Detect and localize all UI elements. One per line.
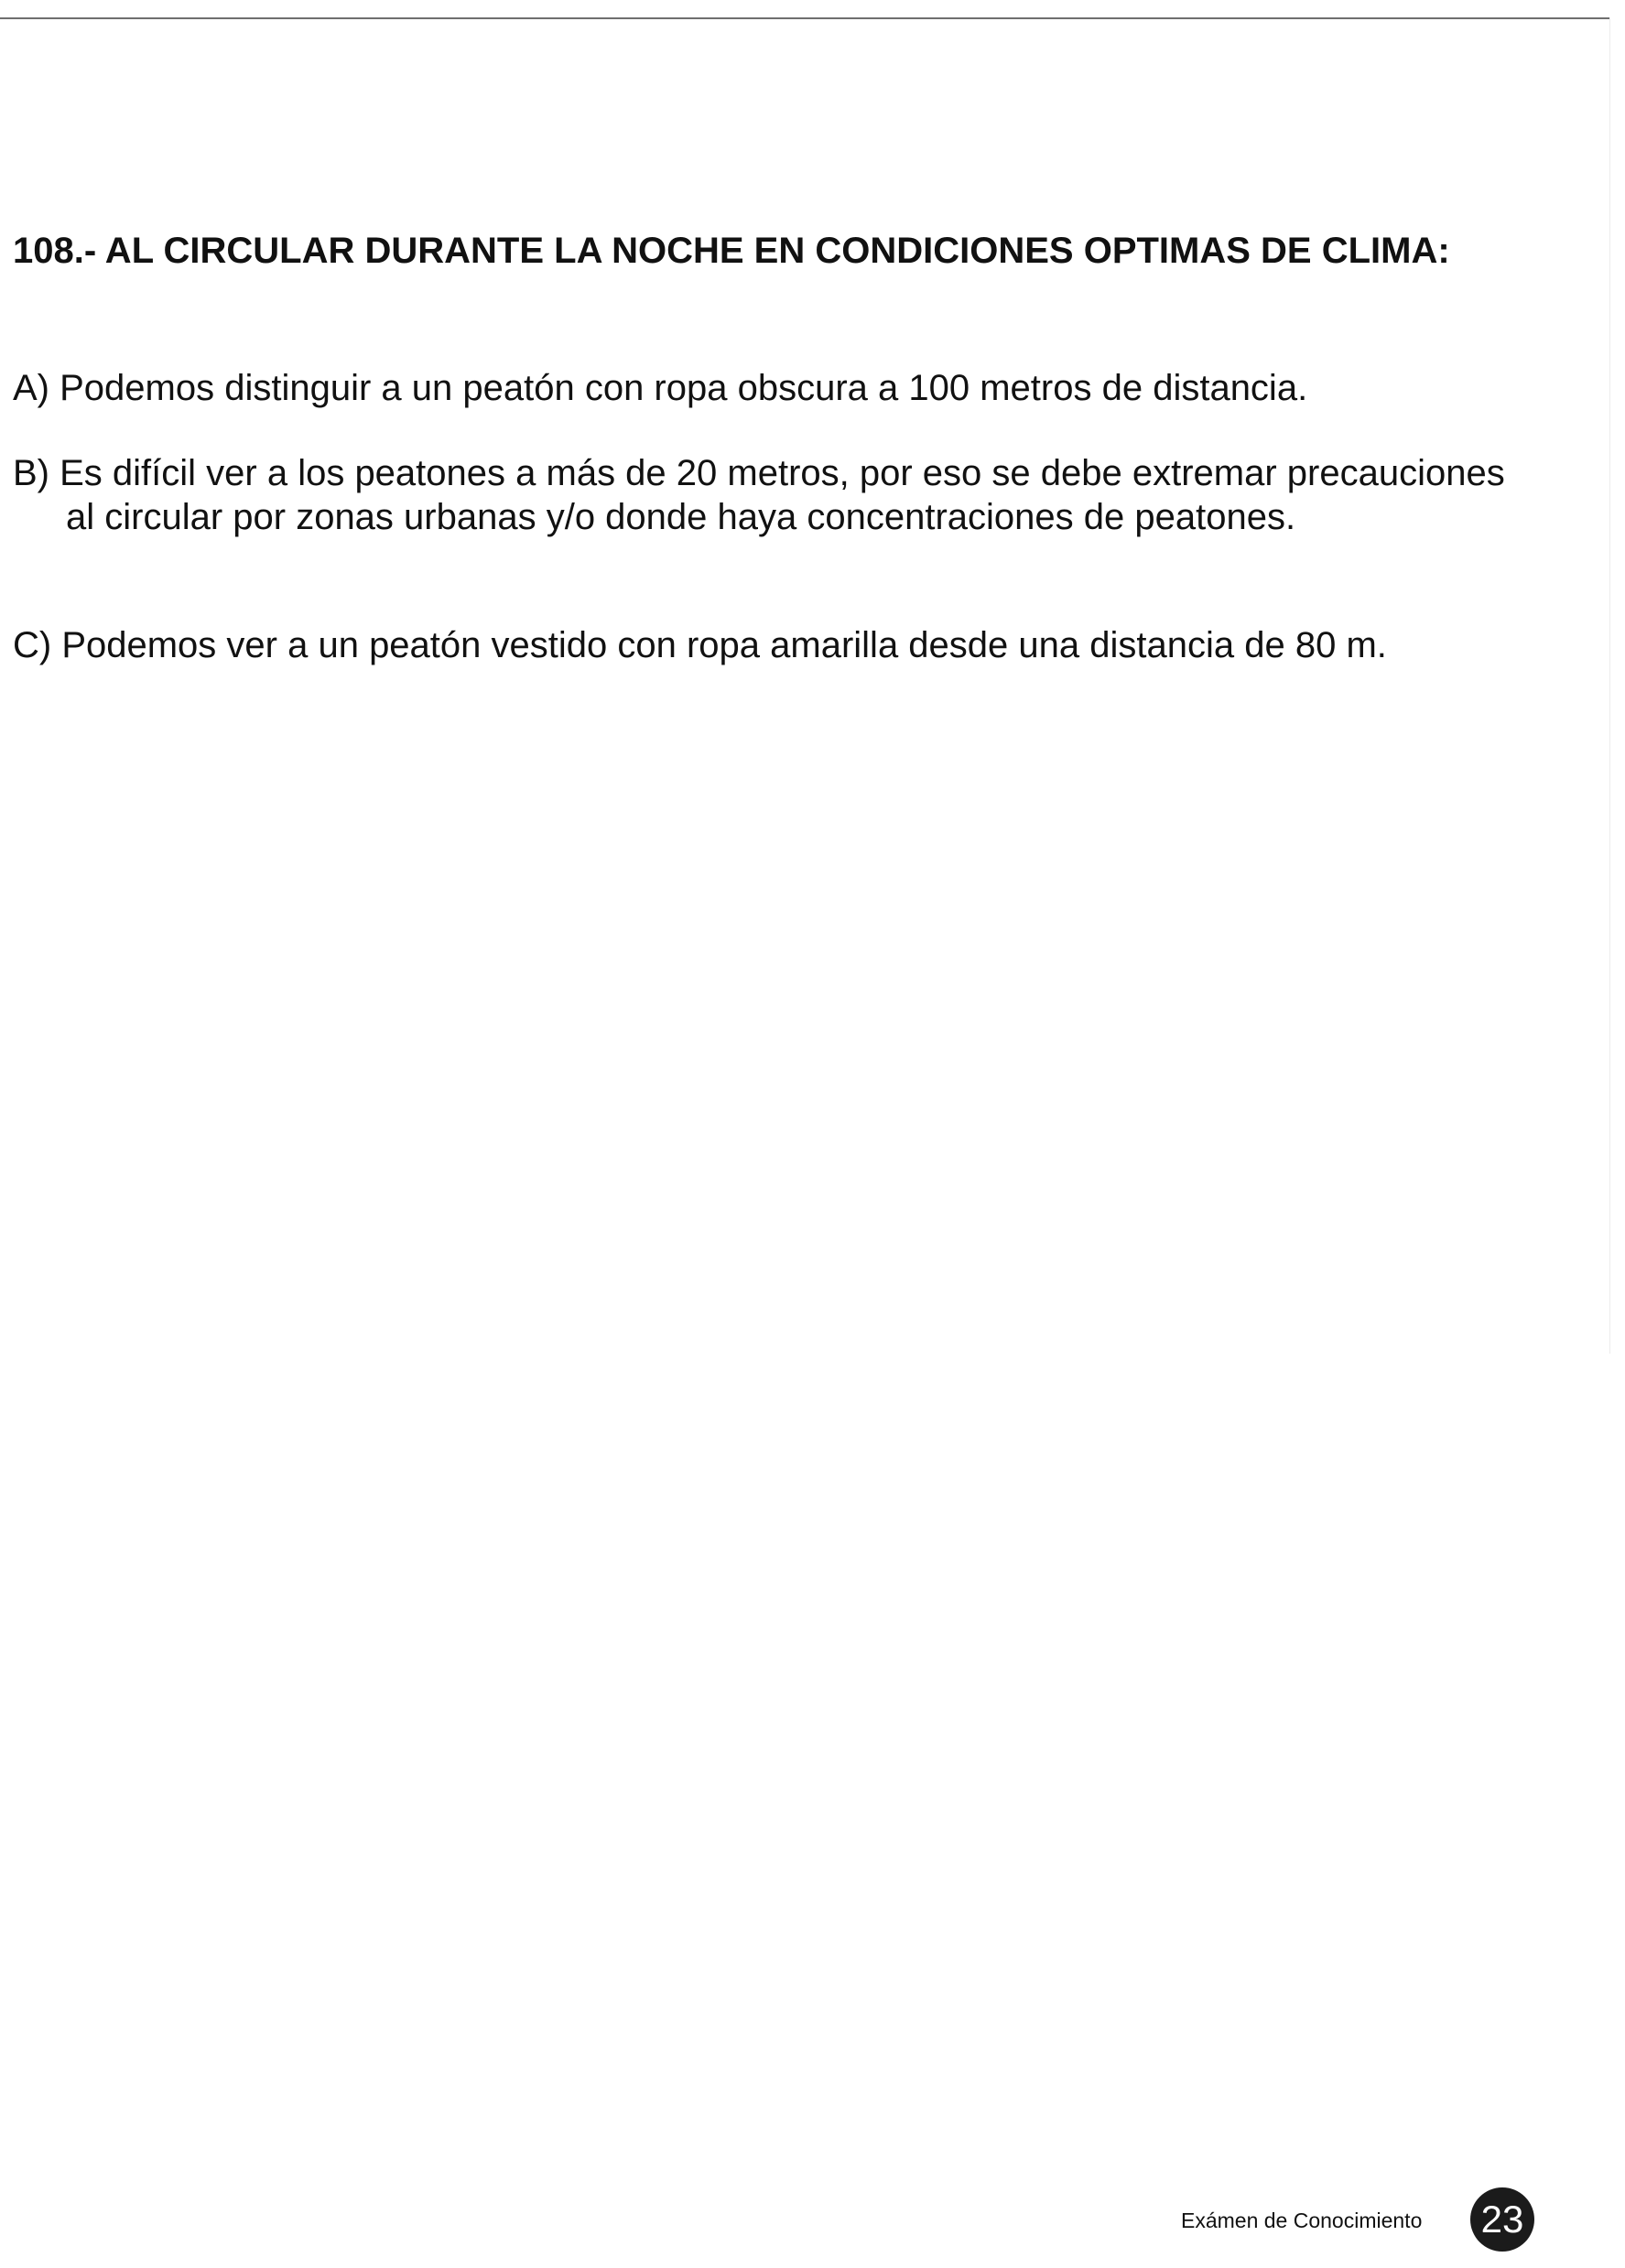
page-number-badge: 23: [1470, 2187, 1534, 2252]
page-footer: [1181, 2187, 1547, 2252]
footer-label: Exámen de Conocimiento: [1181, 2209, 1423, 2232]
option-b: B) Es difícil ver a los peatones a más de 20 metros, por eso se debe extremar precauciones al circular por zonas urbanas y/o donde haya concentraciones de peatones.: [13, 453, 1505, 537]
option-c: C) Podemos ver a un peatón vestido con ropa amarilla desde una distancia de 80 m.: [13, 625, 1387, 665]
option-a: A) Podemos distinguir a un peatón con ropa obscura a 100 metros de distancia.: [13, 368, 1308, 408]
page-edge: [1609, 17, 1610, 1354]
top-rule: [0, 17, 1609, 19]
question-heading: 108.- AL CIRCULAR DURANTE LA NOCHE EN CONDICIONES OPTIMAS DE CLIMA:: [13, 231, 1450, 271]
